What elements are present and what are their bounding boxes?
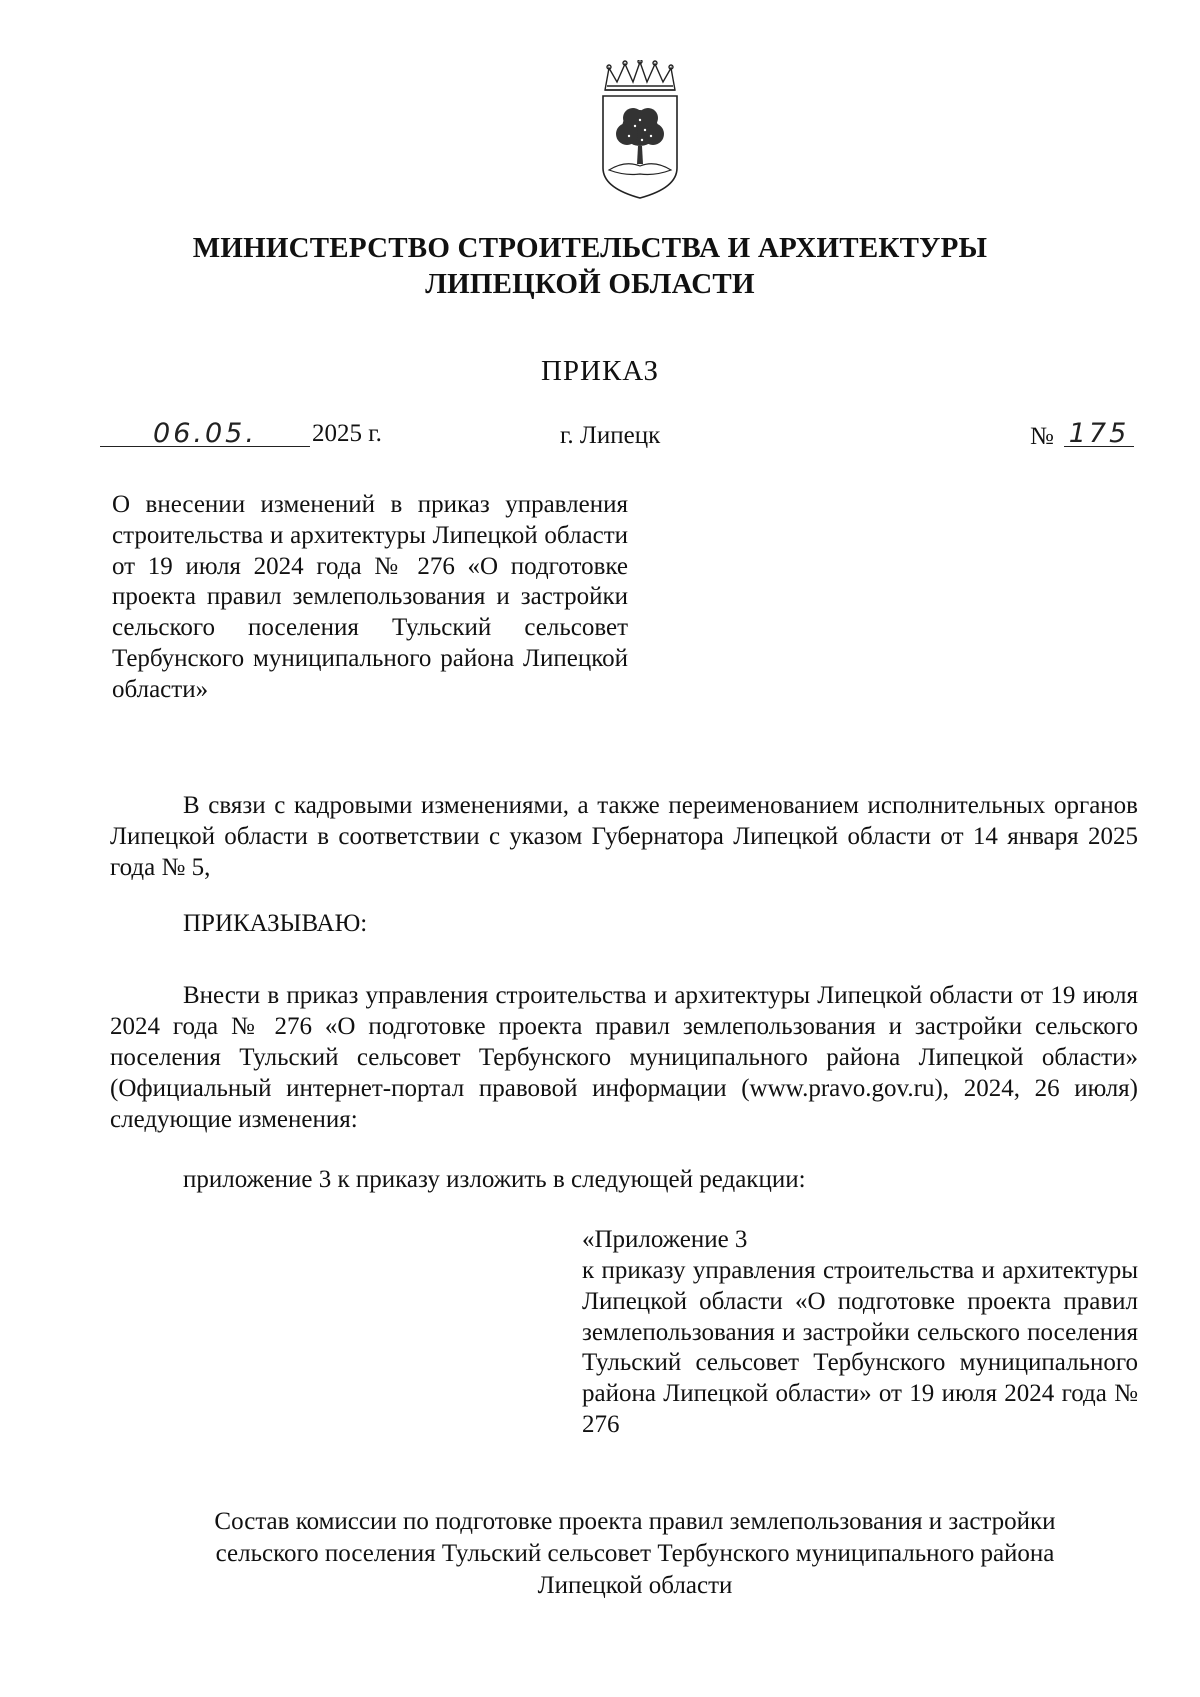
- handwritten-order-number: 175: [1068, 418, 1130, 449]
- date-field: [100, 418, 310, 447]
- ministry-heading: [150, 230, 1030, 302]
- order-year: 2025 г.: [312, 420, 382, 447]
- appendix-title: «Приложение 3: [582, 1226, 748, 1253]
- appendix-reference: к приказу управления строительства и архитектуры Липецкой области «О подготовке проекта правил землепользования и застройки сельского поселения Тульский сельсовет Тербунского муниципального района Липецкой области» от 19 июля 2024 года № 276: [582, 1257, 1138, 1438]
- order-directive-word: ПРИКАЗЫВАЮ:: [183, 910, 368, 937]
- order-number-label: №: [1030, 423, 1054, 450]
- coat-of-arms-emblem: [595, 60, 685, 200]
- preamble-paragraph: В связи с кадровыми изменениями, а также переименованием исполнительных органов Липецкой области в соответствии с указом Губернатора Липецкой области от 14 января 2025 года № 5,: [110, 792, 1138, 881]
- ministry-heading-line2: ЛИПЕЦКОЙ ОБЛАСТИ: [425, 268, 755, 300]
- composition-line3: Липецкой области: [537, 1572, 733, 1599]
- ministry-heading-line1: МИНИСТЕРСТВО СТРОИТЕЛЬСТВА И АРХИТЕКТУРЫ: [192, 232, 988, 264]
- commission-composition-heading: [140, 1506, 1130, 1602]
- handwritten-date: 06.05.: [153, 418, 257, 449]
- order-number-field: [1064, 418, 1134, 447]
- appendix-instruction: приложение 3 к приказу изложить в следующей редакции:: [183, 1166, 806, 1193]
- order-title: ПРИКАЗ: [540, 355, 660, 387]
- composition-line2: сельского поселения Тульский сельсовет Тербунского муниципального района: [215, 1540, 1055, 1567]
- order-city: г. Липецк: [560, 422, 661, 449]
- composition-line1: Состав комиссии по подготовке проекта правил землепользования и застройки: [214, 1508, 1056, 1535]
- order-subject: О внесении изменений в приказ управления строительства и архитектуры Липецкой области от 19 июля 2024 года № 276 «О подготовке проекта правил землепользования и застройки сельского поселения Тульский сельсовет Тербунского муниципального района Липецкой области»: [112, 491, 628, 703]
- amendment-paragraph: Внести в приказ управления строительства и архитектуры Липецкой области от 19 июля 2024 года № 276 «О подготовке проекта правил землепользования и застройки сельского поселения Тульский сельсовет Тербунского муниципального района Липецкой области» (Официальный интернет-портал правовой информации (www.pravo.gov.ru), 2024, 26 июля) следующие изменения:: [110, 982, 1138, 1133]
